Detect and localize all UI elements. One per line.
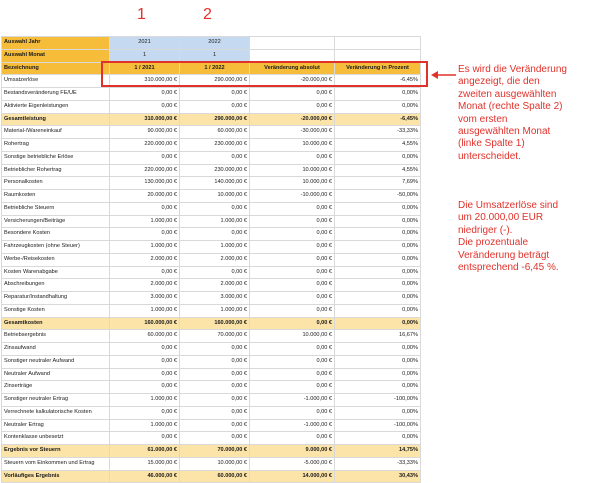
value-period-2: 160.000,00 € — [180, 317, 250, 330]
row-label: Sonstiger neutraler Aufwand — [2, 355, 110, 368]
table-row — [2, 202, 421, 215]
change-percent: -6,45% — [335, 75, 421, 88]
value-period-1: 0,00 € — [110, 406, 180, 419]
annotation-line: Die Umsatzerlöse sind — [458, 200, 559, 211]
value-period-2: 0,00 € — [180, 406, 250, 419]
value-period-1: 46.000,00 € — [110, 470, 180, 483]
value-period-2: 0,00 € — [180, 432, 250, 445]
row-label: Zinserträge — [2, 381, 110, 394]
row-label: Gesamtleistung — [2, 113, 110, 126]
value-period-1: 0,00 € — [110, 355, 180, 368]
change-percent: 0,00% — [335, 355, 421, 368]
value-period-1: 1.000,00 € — [110, 394, 180, 407]
change-absolute: -1.000,00 € — [250, 419, 335, 432]
change-absolute: 0,00 € — [250, 432, 335, 445]
value-period-2: 0,00 € — [180, 202, 250, 215]
table-row — [2, 100, 421, 113]
change-absolute: -5.000,00 € — [250, 457, 335, 470]
table-row — [2, 215, 421, 228]
row-label: Bestandsveränderung FE/UE — [2, 88, 110, 101]
value-period-2: 70.000,00 € — [180, 330, 250, 343]
change-percent: 0,00% — [335, 304, 421, 317]
header-period-1: 1 / 2021 — [110, 62, 180, 75]
row-label: Betriebsergebnis — [2, 330, 110, 343]
month-selection-label: Auswahl Monat — [2, 49, 110, 62]
annotation-line: Die prozentuale — [458, 237, 529, 249]
value-period-1: 0,00 € — [110, 266, 180, 279]
row-label: Sonstige Kosten — [2, 304, 110, 317]
row-label: Personalkosten — [2, 177, 110, 190]
row-label: Rohertrag — [2, 139, 110, 152]
change-percent: 4,55% — [335, 164, 421, 177]
value-period-1: 2.000,00 € — [110, 253, 180, 266]
change-percent: 7,69% — [335, 177, 421, 190]
change-absolute: -1.000,00 € — [250, 394, 335, 407]
change-absolute: 0,00 € — [250, 343, 335, 356]
annotation-explanation — [458, 64, 598, 163]
value-period-1: 1.000,00 € — [110, 419, 180, 432]
value-period-2: 0,00 € — [180, 88, 250, 101]
table-row — [2, 190, 421, 203]
value-period-2: 0,00 € — [180, 266, 250, 279]
change-percent: 0,00% — [335, 253, 421, 266]
value-period-2: 3.000,00 € — [180, 292, 250, 305]
table-row — [2, 292, 421, 305]
change-absolute: 0,00 € — [250, 368, 335, 381]
month-select-1[interactable]: 1 — [110, 49, 180, 62]
table-row — [2, 419, 421, 432]
change-percent: -33,33% — [335, 126, 421, 139]
change-absolute: 0,00 € — [250, 406, 335, 419]
change-absolute: 0,00 € — [250, 381, 335, 394]
header-period-2: 1 / 2022 — [180, 62, 250, 75]
annotation-line: zweiten ausgewählten — [458, 88, 557, 100]
table-row — [2, 164, 421, 177]
value-period-2: 1.000,00 € — [180, 304, 250, 317]
value-period-1: 90.000,00 € — [110, 126, 180, 139]
change-percent: -100,00% — [335, 419, 421, 432]
value-period-2: 10.000,00 € — [180, 457, 250, 470]
value-period-2: 60.000,00 € — [180, 470, 250, 483]
value-period-1: 61.000,00 € — [110, 445, 180, 458]
change-absolute: 0,00 € — [250, 202, 335, 215]
value-period-1: 0,00 € — [110, 368, 180, 381]
change-percent: 0,00% — [335, 292, 421, 305]
change-percent: -100,00% — [335, 394, 421, 407]
value-period-1: 0,00 € — [110, 100, 180, 113]
table-row — [2, 355, 421, 368]
value-period-2: 60.000,00 € — [180, 126, 250, 139]
value-period-2: 0,00 € — [180, 394, 250, 407]
header-change-absolute: Veränderung absolut — [250, 62, 335, 75]
annotation-line: (linke Spalte 1) — [458, 138, 525, 150]
value-period-2: 0,00 € — [180, 355, 250, 368]
annotation-line: um 20.000,00 EUR — [458, 212, 544, 224]
table-row — [2, 151, 421, 164]
value-period-2: 1.000,00 € — [180, 241, 250, 254]
value-period-2: 1.000,00 € — [180, 215, 250, 228]
change-absolute: 0,00 € — [250, 228, 335, 241]
change-percent: 0,00% — [335, 241, 421, 254]
value-period-2: 140.000,00 € — [180, 177, 250, 190]
value-period-1: 220.000,00 € — [110, 139, 180, 152]
change-absolute: 0,00 € — [250, 266, 335, 279]
value-period-1: 1.000,00 € — [110, 304, 180, 317]
value-period-2: 0,00 € — [180, 368, 250, 381]
row-label: Sonstige betriebliche Erlöse — [2, 151, 110, 164]
row-label: Steuern vom Einkommen und Ertrag — [2, 457, 110, 470]
change-percent: 0,00% — [335, 215, 421, 228]
row-label: Aktivierte Eigenleistungen — [2, 100, 110, 113]
table-row — [2, 343, 421, 356]
table-row — [2, 368, 421, 381]
value-period-1: 130.000,00 € — [110, 177, 180, 190]
table-row — [2, 406, 421, 419]
annotation-revenue-change — [458, 200, 598, 274]
spreadsheet-table — [1, 36, 421, 483]
row-label: Zinsaufwand — [2, 343, 110, 356]
annotation-line: unterscheidet. — [458, 150, 521, 162]
change-absolute: -20.000,00 € — [250, 113, 335, 126]
annotation-line: niedriger (-). — [458, 224, 513, 236]
value-period-1: 20.000,00 € — [110, 190, 180, 203]
value-period-2: 10.000,00 € — [180, 190, 250, 203]
value-period-1: 160.000,00 € — [110, 317, 180, 330]
value-period-2: 230.000,00 € — [180, 139, 250, 152]
header-change-percent: Veränderung in Prozent — [335, 62, 421, 75]
change-percent: 4,55% — [335, 139, 421, 152]
table-row — [2, 126, 421, 139]
change-percent: 0,00% — [335, 343, 421, 356]
empty-cell — [335, 37, 421, 50]
value-period-2: 0,00 € — [180, 343, 250, 356]
value-period-1: 310.000,00 € — [110, 113, 180, 126]
row-label: Sonstiger neutraler Ertrag — [2, 394, 110, 407]
table-row — [2, 330, 421, 343]
value-period-2: 0,00 € — [180, 228, 250, 241]
value-period-2: 0,00 € — [180, 419, 250, 432]
annotation-line: Monat (rechte Spalte 2) — [458, 101, 563, 113]
row-label: Betrieblicher Rohertrag — [2, 164, 110, 177]
table-row — [2, 241, 421, 254]
value-period-2: 0,00 € — [180, 381, 250, 394]
change-percent: 0,00% — [335, 228, 421, 241]
row-label: Material-/Wareneinkauf — [2, 126, 110, 139]
column-marker-2: 2 — [203, 6, 212, 23]
value-period-1: 310.000,00 € — [110, 75, 180, 88]
change-absolute: 0,00 € — [250, 151, 335, 164]
change-percent: 0,00% — [335, 406, 421, 419]
row-label: Neutraler Aufwand — [2, 368, 110, 381]
row-label: Kosten Warenabgabe — [2, 266, 110, 279]
change-absolute: 0,00 € — [250, 317, 335, 330]
value-period-2: 290.000,00 € — [180, 113, 250, 126]
year-select-1[interactable]: 2021 — [110, 37, 180, 50]
change-absolute: 0,00 € — [250, 253, 335, 266]
arrow-left-icon — [431, 70, 457, 80]
row-label: Verrechnete kalkulatorische Kosten — [2, 406, 110, 419]
value-period-2: 290.000,00 € — [180, 75, 250, 88]
table-row — [2, 279, 421, 292]
value-period-1: 60.000,00 € — [110, 330, 180, 343]
change-absolute: 0,00 € — [250, 88, 335, 101]
change-percent: 0,00% — [335, 151, 421, 164]
value-period-1: 0,00 € — [110, 381, 180, 394]
table-row — [2, 381, 421, 394]
change-absolute: -20.000,00 € — [250, 75, 335, 88]
change-percent: 0,00% — [335, 100, 421, 113]
change-percent: -50,00% — [335, 190, 421, 203]
change-percent: 0,00% — [335, 266, 421, 279]
change-absolute: -10.000,00 € — [250, 190, 335, 203]
table-row — [2, 88, 421, 101]
header-designation: Bezeichnung — [2, 62, 110, 75]
value-period-2: 2.000,00 € — [180, 253, 250, 266]
change-percent: 16,67% — [335, 330, 421, 343]
table-row — [2, 470, 421, 483]
row-label: Gesamtkosten — [2, 317, 110, 330]
change-absolute: 10.000,00 € — [250, 330, 335, 343]
table-row — [2, 266, 421, 279]
table-row — [2, 445, 421, 458]
table-row — [2, 317, 421, 330]
change-absolute: 0,00 € — [250, 304, 335, 317]
value-period-2: 230.000,00 € — [180, 164, 250, 177]
annotation-line: vom ersten — [458, 113, 508, 125]
change-absolute: -30.000,00 € — [250, 126, 335, 139]
year-selection-row — [2, 37, 421, 50]
value-period-1: 0,00 € — [110, 432, 180, 445]
change-percent: 0,00% — [335, 432, 421, 445]
value-period-1: 0,00 € — [110, 343, 180, 356]
change-absolute: 0,00 € — [250, 100, 335, 113]
change-percent: 0,00% — [335, 279, 421, 292]
row-label: Neutraler Ertrag — [2, 419, 110, 432]
change-absolute: 0,00 € — [250, 292, 335, 305]
row-label: Werbe-/Reisekosten — [2, 253, 110, 266]
value-period-2: 0,00 € — [180, 100, 250, 113]
change-percent: 30,43% — [335, 470, 421, 483]
change-absolute: 0,00 € — [250, 279, 335, 292]
value-period-2: 2.000,00 € — [180, 279, 250, 292]
row-label: Vorläufiges Ergebnis — [2, 470, 110, 483]
value-period-1: 0,00 € — [110, 151, 180, 164]
value-period-1: 1.000,00 € — [110, 241, 180, 254]
empty-cell — [250, 37, 335, 50]
table-row — [2, 113, 421, 126]
table-row — [2, 253, 421, 266]
value-period-1: 0,00 € — [110, 88, 180, 101]
change-absolute: 0,00 € — [250, 241, 335, 254]
row-label: Reparatur/Instandhaltung — [2, 292, 110, 305]
month-select-2[interactable]: 1 — [180, 49, 250, 62]
change-absolute: 0,00 € — [250, 215, 335, 228]
change-percent: 14,75% — [335, 445, 421, 458]
year-selection-label: Auswahl Jahr — [2, 37, 110, 50]
change-absolute: 14.000,00 € — [250, 470, 335, 483]
table-row — [2, 139, 421, 152]
change-percent: 0,00% — [335, 368, 421, 381]
change-absolute: 9.000,00 € — [250, 445, 335, 458]
table-row — [2, 432, 421, 445]
change-absolute: 10.000,00 € — [250, 177, 335, 190]
annotation-line: entsprechend -6,45 %. — [458, 262, 559, 274]
row-label: Besondere Kosten — [2, 228, 110, 241]
annotation-line: Veränderung beträgt — [458, 249, 550, 261]
value-period-1: 220.000,00 € — [110, 164, 180, 177]
value-period-2: 0,00 € — [180, 151, 250, 164]
row-label: Ergebnis vor Steuern — [2, 445, 110, 458]
change-percent: 0,00% — [335, 317, 421, 330]
change-absolute: 10.000,00 € — [250, 164, 335, 177]
change-absolute: 10.000,00 € — [250, 139, 335, 152]
year-select-2[interactable]: 2022 — [180, 37, 250, 50]
change-percent: -6,45% — [335, 113, 421, 126]
table-row — [2, 228, 421, 241]
row-label: Versicherungen/Beiträge — [2, 215, 110, 228]
row-label: Umsatzerlöse — [2, 75, 110, 88]
annotation-line: angezeigt, die den — [458, 76, 540, 88]
value-period-1: 1.000,00 € — [110, 215, 180, 228]
change-percent: 0,00% — [335, 202, 421, 215]
value-period-1: 0,00 € — [110, 202, 180, 215]
value-period-1: 0,00 € — [110, 228, 180, 241]
annotation-line: Es wird die Veränderung — [458, 64, 567, 75]
change-percent: 0,00% — [335, 381, 421, 394]
row-label: Fahrzeugkosten (ohne Steuer) — [2, 241, 110, 254]
row-label: Kontenklasse unbesetzt — [2, 432, 110, 445]
value-period-1: 15.000,00 € — [110, 457, 180, 470]
value-period-1: 2.000,00 € — [110, 279, 180, 292]
table-row — [2, 177, 421, 190]
change-percent: -33,33% — [335, 457, 421, 470]
change-percent: 0,00% — [335, 88, 421, 101]
row-label: Betriebliche Steuern — [2, 202, 110, 215]
annotation-line: ausgewählten Monat — [458, 126, 551, 138]
change-absolute: 0,00 € — [250, 355, 335, 368]
row-label: Abschreibungen — [2, 279, 110, 292]
value-period-1: 3.000,00 € — [110, 292, 180, 305]
highlight-box — [101, 61, 428, 87]
table-row — [2, 394, 421, 407]
value-period-2: 70.000,00 € — [180, 445, 250, 458]
row-label: Raumkosten — [2, 190, 110, 203]
table-row — [2, 304, 421, 317]
column-marker-1: 1 — [137, 6, 146, 23]
